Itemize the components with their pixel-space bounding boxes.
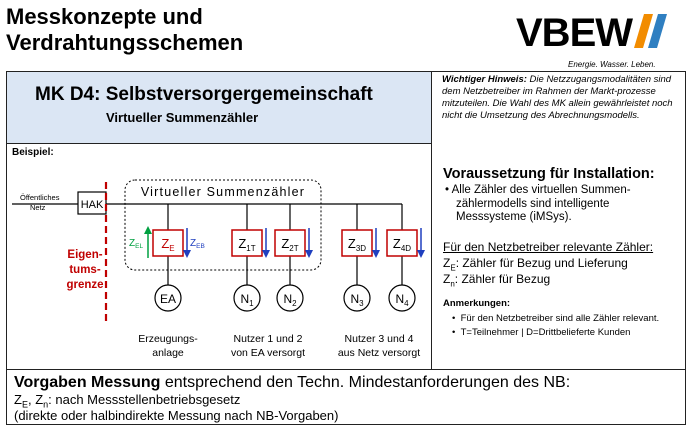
meter-z3d-main: Z (347, 236, 356, 251)
virtual-meter-label: Virtueller Summenzähler (140, 185, 306, 199)
relevant-meter-ze: $Z_E$: Zähler für Bezug und Lieferung (443, 256, 628, 273)
concept-subtitle: Virtueller Summenzähler (106, 110, 259, 125)
boundary-label-2: tums- (69, 264, 101, 276)
consumer-ea (155, 285, 181, 311)
important-hint (442, 74, 682, 122)
footer-line-3: (direkte oder halbindirekte Messung nach NB-Vorgaben) (14, 408, 339, 423)
example-label: Beispiel: (12, 147, 54, 158)
logo-text: VBEW (516, 11, 632, 55)
boundary-label-3: grenze (66, 279, 104, 291)
logo-tagline: Energie. Wasser. Leben. (568, 60, 656, 69)
caption-n12-2: von EA versorgt (230, 347, 306, 359)
arrow-consumption-z2t (305, 228, 313, 258)
svg-text:N3: $N_3$ (350, 292, 364, 308)
footer-title: Vorgaben Messung entsprechend den Techn. Mindestanforderungen des NB: (14, 374, 571, 391)
caption-ea-1: Erzeugungs- (138, 333, 198, 345)
meter-z2t (275, 230, 305, 256)
hak-label: HAK (80, 199, 104, 211)
arrow-label-zeb: $Z_{EB}$ (190, 238, 205, 250)
arrow-label-zel: $Z_{EL}$ (129, 238, 144, 250)
note-1: • Für den Netzbetreiber sind alle Zähler relevant. (452, 313, 660, 324)
meter-z2t-main: Z (281, 236, 290, 251)
requirements-title: Voraussetzung für Installation: (443, 166, 655, 182)
boundary-label-1: Eigen- (67, 249, 103, 261)
relevant-meter-zn: $Z_n$: Zähler für Bezug (443, 272, 551, 289)
meter-z4d (387, 230, 417, 256)
arrow-consumption-z1t (262, 228, 270, 258)
consumer-n2 (277, 285, 303, 311)
caption-n34-1: Nutzer 3 und 4 (344, 333, 414, 345)
meter-z3d-sub: 3D (355, 244, 367, 253)
vbew-logo (516, 10, 686, 70)
caption-n34-2: aus Netz versorgt (337, 347, 421, 359)
grid-label-2: Netz (30, 203, 46, 212)
hint-text: Die Netzzugangsmodalitäten sind dem Netzbetreiber im Rahmen der Markt-prozesse mitzuteilen. Die Wahl des MK allein gewährleistet noch nicht die Umsetzung des Abrechnungsmodells. (442, 74, 673, 121)
meter-z4d-sub: 4D (400, 244, 412, 253)
svg-text:N1: $N_1$ (240, 292, 254, 308)
page-title-line2: Verdrahtungsschemen (6, 30, 244, 55)
note-2: • T=Teilnehmer | D=Drittbelieferte Kunden (452, 327, 631, 338)
concept-title: MK D4: Selbstversorgergemeinschaft (35, 84, 373, 105)
consumer-n1 (234, 285, 260, 311)
svg-text:N2: $N_2$ (283, 292, 297, 308)
arrow-consumption-z4d (417, 228, 425, 258)
meter-ze-sub: E (169, 244, 175, 253)
consumer-n3 (344, 285, 370, 311)
meter-z4d-main: Z (392, 236, 401, 251)
svg-text:EA: EA (159, 292, 177, 306)
requirements-item: • Alle Zähler des virtuellen Summen- zählermodells sind intelligente Messsysteme (iMSys). (445, 184, 631, 223)
svg-text:N4: $N_4$ (395, 292, 409, 308)
arrow-feed-in-green (144, 226, 152, 258)
relevant-meters-title: Für den Netzbetreiber relevante Zähler: (443, 240, 654, 254)
grid-label-1: Öffentliches (20, 193, 60, 202)
arrow-consumption-z3d (372, 228, 380, 258)
meter-z1t (232, 230, 262, 256)
caption-ea-2: anlage (152, 347, 184, 359)
consumer-n4 (389, 285, 415, 311)
footer-line-2: $Z_E$, $Z_n$: nach Messstellenbetriebsgesetz (14, 392, 241, 410)
meter-ze (153, 230, 183, 256)
meter-z1t-main: Z (238, 236, 247, 251)
meter-z2t-sub: 2T (289, 244, 299, 253)
caption-n12-1: Nutzer 1 und 2 (233, 333, 303, 345)
hint-label: Wichtiger Hinweis: (442, 74, 527, 85)
notes-title: Anmerkungen: (443, 298, 511, 309)
meter-z1t-sub: 1T (246, 244, 256, 253)
meter-ze-main: Z (161, 236, 170, 251)
meter-z3d (342, 230, 372, 256)
page-title-line1: Messkonzepte und (6, 4, 203, 29)
